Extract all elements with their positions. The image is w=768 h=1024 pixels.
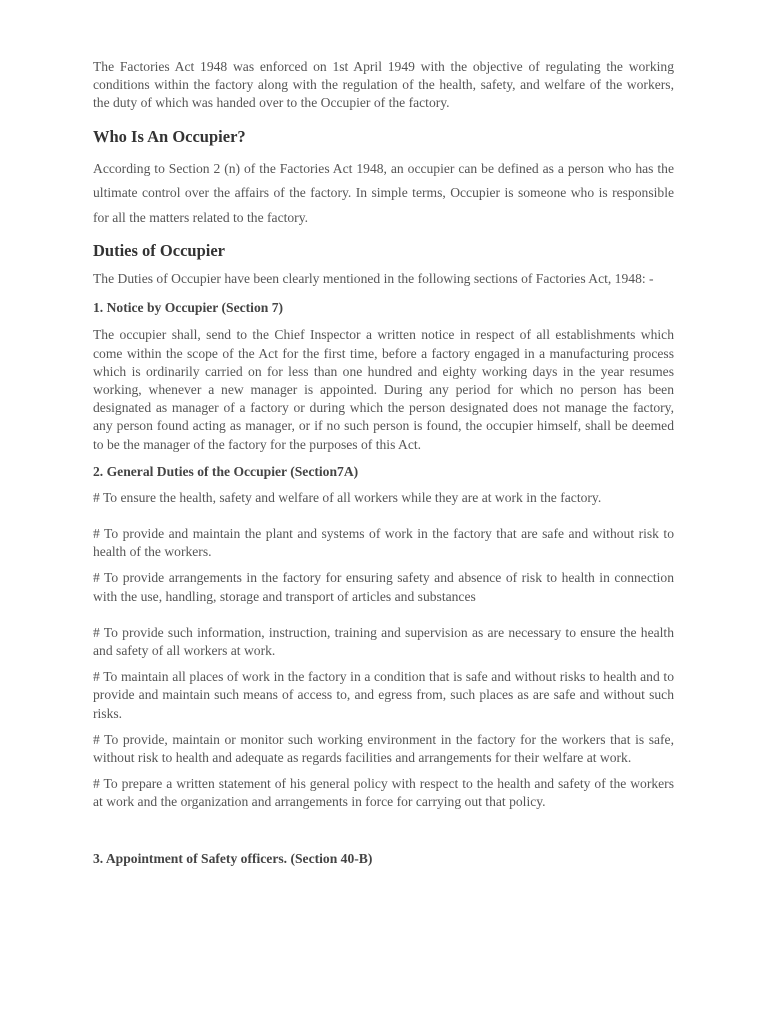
duty-item: # To prepare a written statement of his general policy with respect to the health and safety of the workers at work and the organization and arrangements in force for carrying out that policy. — [93, 776, 674, 810]
duty-item: # To provide such information, instruction, training and supervision as are necessary to ensure the health and safety of all workers at work. — [93, 624, 674, 658]
section-3-heading: 3. Appointment of Safety officers. (Section 40-B) — [93, 850, 373, 866]
duty-item: # To provide, maintain or monitor such working environment in the factory for the workers that is safe, without risk to health and adequate as regards facilities and arrangements for their welfare at work. — [93, 731, 674, 765]
section-1-text: The occupier shall, send to the Chief Inspector a written notice in respect of all establishments which come within the scope of the Act for the first time, before a factory engaged in a manufacturing process which is ordinarily carried on for less than one hundred and eighty working days in the year resumes working, whenever a new manager is appointed. During any period for which no person has been designated as manager of a factory or during which the person designated does not manage the factory, any person found acting as manager, or if no such person is found, the occupier himself, shall be deemed to be the manager of the factory for the purposes of this Act. — [93, 327, 674, 452]
duties-heading: Duties of Occupier — [93, 241, 225, 261]
section-2-heading: 2. General Duties of the Occupier (Section7A) — [93, 463, 359, 479]
duty-item: # To maintain all places of work in the factory in a condition that is safe and without risks to health and to provide and maintain such means of access to, and egress from, such places as are safe and without such risks. — [93, 669, 674, 721]
section-1-heading: 1. Notice by Occupier (Section 7) — [93, 300, 284, 316]
duty-item: # To provide arrangements in the factory for ensuring safety and absence of risk to health in connection with the use, handling, storage and transport of articles and substances — [93, 570, 674, 604]
document-page — [93, 58, 674, 868]
duties-intro: The Duties of Occupier have been clearly mentioned in the following sections of Factories Act, 1948: - — [93, 271, 654, 287]
intro-paragraph: The Factories Act 1948 was enforced on 1st April 1949 with the objective of regulating the working conditions within the factory along with the regulation of the health, safety, and welfare of the workers, the duty of which was handed over to the Occupier of the factory. — [93, 59, 674, 111]
occupier-heading: Who Is An Occupier? — [93, 126, 246, 146]
duty-item: # To ensure the health, safety and welfare of all workers while they are at work in the factory. — [93, 489, 602, 505]
duty-item: # To provide and maintain the plant and systems of work in the factory that are safe and without risk to health of the workers. — [93, 525, 674, 560]
occupier-definition: According to Section 2 (n) of the Factories Act 1948, an occupier can be defined as a person who has the ultimate control over the affairs of the factory. In simple terms, Occupier is someone who is responsible for all the matters related to the factory. — [93, 160, 674, 225]
